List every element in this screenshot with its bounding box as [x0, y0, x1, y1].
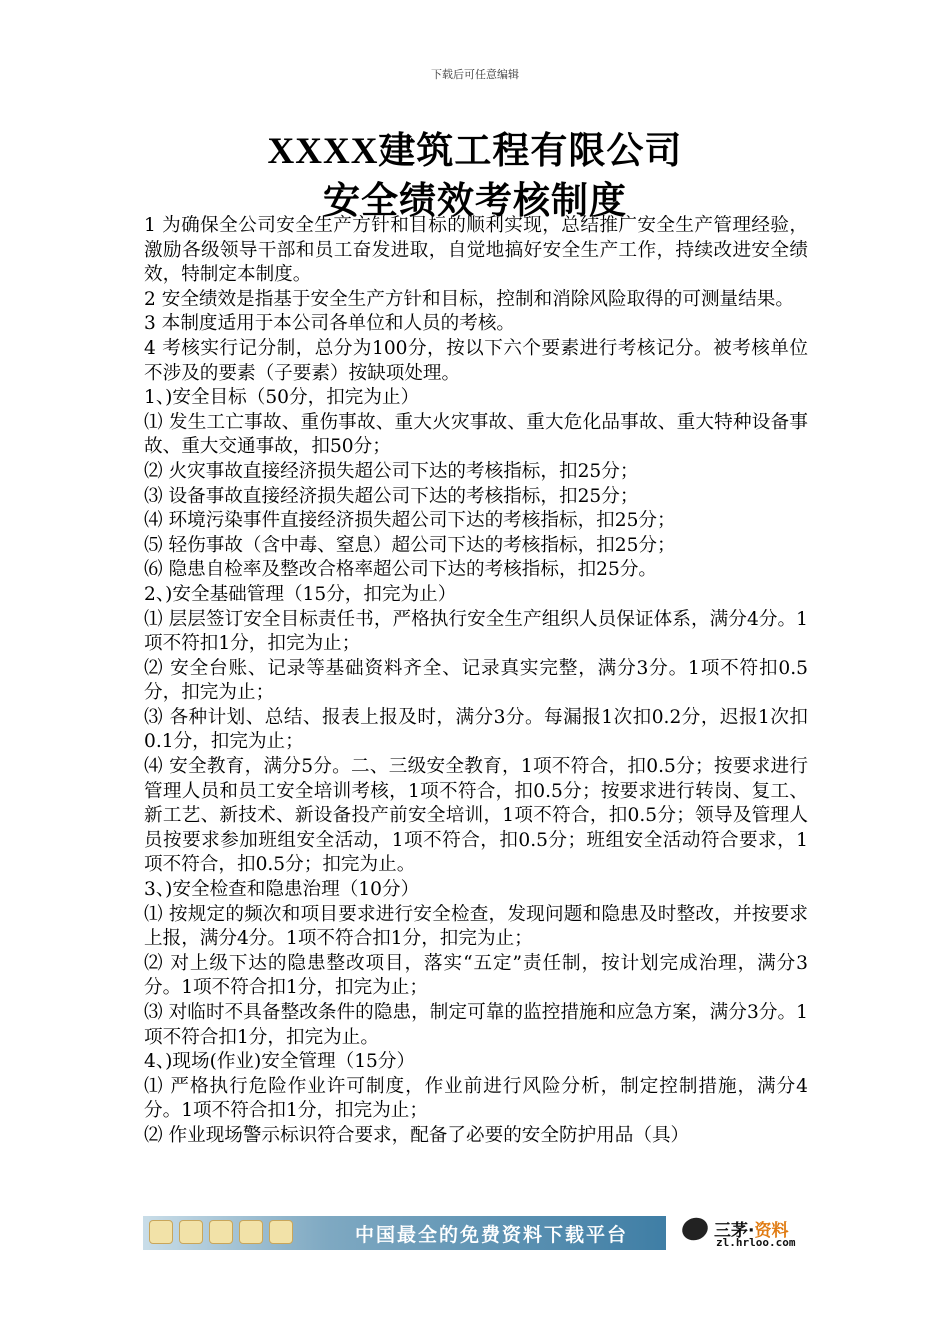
paragraph: ⑶ 各种计划、总结、报表上报及时，满分3分。每漏报1次扣0.2分，迟报1次扣0.1分，扣完为止； — [144, 706, 808, 753]
clipboard-icon — [269, 1220, 293, 1244]
paragraph: ⑴ 按规定的频次和项目要求进行安全检查，发现问题和隐患及时整改，并按要求上报，满分4分。1项不符合扣1分，扣完为止； — [144, 903, 808, 950]
logo-url: zl.hrloo.com — [716, 1236, 796, 1249]
paragraph: ⑴ 严格执行危险作业许可制度，作业前进行风险分析，制定控制措施，满分4分。1项不符合扣1分，扣完为止； — [144, 1075, 808, 1122]
paragraph: 4 考核实行记分制，总分为100分，按以下六个要素进行考核记分。被考核单位不涉及的要素（子要素）按缺项处理。 — [144, 337, 808, 384]
paragraph: ⑶ 对临时不具备整改条件的隐患，制定可靠的监控措施和应急方案，满分3分。1项不符合扣1分，扣完为止。 — [144, 1002, 808, 1048]
paragraph: 1 为确保全公司安全生产方针和目标的顺利实现，总结推广安全生产管理经验，激励各级领导干部和员工奋发进取，自觉地搞好安全生产工作，持续改进安全绩效，特制定本制度。 — [144, 215, 808, 286]
banner-text: 中国最全的免费资料下载平台 — [355, 1224, 629, 1246]
paragraph: ⑷ 安全教育，满分5分。二、三级安全教育，1项不符合，扣0.5分；按要求进行管理人员和员工安全培训考核，1项不符合，扣0.5分；按要求进行转岗、复工、新工艺、新技术、新设备投产前安全培训，1项不符合，扣0.5分；领导及管理人员按要求参加班组安全活动，1项不符合，扣0.5分；班组安全活动符合要求，1项不符合，扣0.5分；扣完为止。 — [144, 756, 808, 876]
paragraph: ⑵ 安全台账、记录等基础资料齐全、记录真实完整，满分3分。1项不符扣0.5分，扣完为止； — [144, 657, 808, 704]
paragraph: ⑵ 对上级下达的隐患整改项目，落实“五定”责任制，按计划完成治理，满分3分。1项不符合扣1分，扣完为止； — [144, 952, 808, 999]
section-heading: 4、)现场(作业)安全管理（15分） — [144, 1051, 416, 1073]
paragraph: ⑴ 发生工亡事故、重伤事故、重大火灾事故、重大危化品事故、重大特种设备事故、重大交通事故，扣50分； — [144, 411, 808, 458]
header-note: 下载后可任意编辑 — [431, 68, 519, 81]
section-heading: 1、)安全目标（50分，扣完为止） — [144, 387, 420, 409]
paragraph: 2 安全绩效是指基于安全生产方针和目标，控制和消除风险取得的可测量结果。 — [144, 288, 794, 310]
paragraph: ⑹ 隐患自检率及整改合格率超公司下达的考核指标，扣25分。 — [144, 559, 658, 581]
section-heading: 2、)安全基础管理（15分，扣完为止） — [144, 583, 457, 605]
site-logo[interactable] — [682, 1216, 812, 1252]
paragraph: ⑸ 轻伤事故（含中毒、窒息）超公司下达的考核指标，扣25分； — [144, 534, 676, 556]
banner-icons — [149, 1220, 339, 1246]
chart-icon — [239, 1220, 263, 1244]
section-heading: 3、)安全检查和隐患治理（10分） — [144, 879, 420, 901]
paragraph: ⑴ 层层签订安全目标责任书，严格执行安全生产组织人员保证体系，满分4分。1项不符扣1分，扣完为止； — [144, 608, 808, 655]
document-icon — [179, 1220, 203, 1244]
paragraph: ⑵ 作业现场警示标识符合要求，配备了必要的安全防护用品（具） — [144, 1124, 690, 1146]
folder-icon — [149, 1220, 173, 1244]
document-title-policy: 安全绩效考核制度 — [323, 181, 627, 222]
download-banner[interactable] — [143, 1216, 666, 1250]
document-body — [144, 214, 808, 1149]
paragraph: ⑵ 火灾事故直接经济损失超公司下达的考核指标，扣25分； — [144, 460, 639, 482]
logo-name-orange: 资料 — [754, 1221, 789, 1241]
logo-mark-icon — [679, 1214, 711, 1244]
paragraph: 3 本制度适用于本公司各单位和人员的考核。 — [144, 313, 516, 335]
logo-name-dark: 三茅· — [714, 1221, 755, 1241]
paragraph: ⑷ 环境污染事件直接经济损失超公司下达的考核指标，扣25分； — [144, 510, 676, 532]
calendar-icon — [209, 1220, 233, 1244]
paragraph: ⑶ 设备事故直接经济损失超公司下达的考核指标，扣25分； — [144, 485, 639, 507]
document-title-company: XXXX建筑工程有限公司 — [267, 131, 683, 172]
